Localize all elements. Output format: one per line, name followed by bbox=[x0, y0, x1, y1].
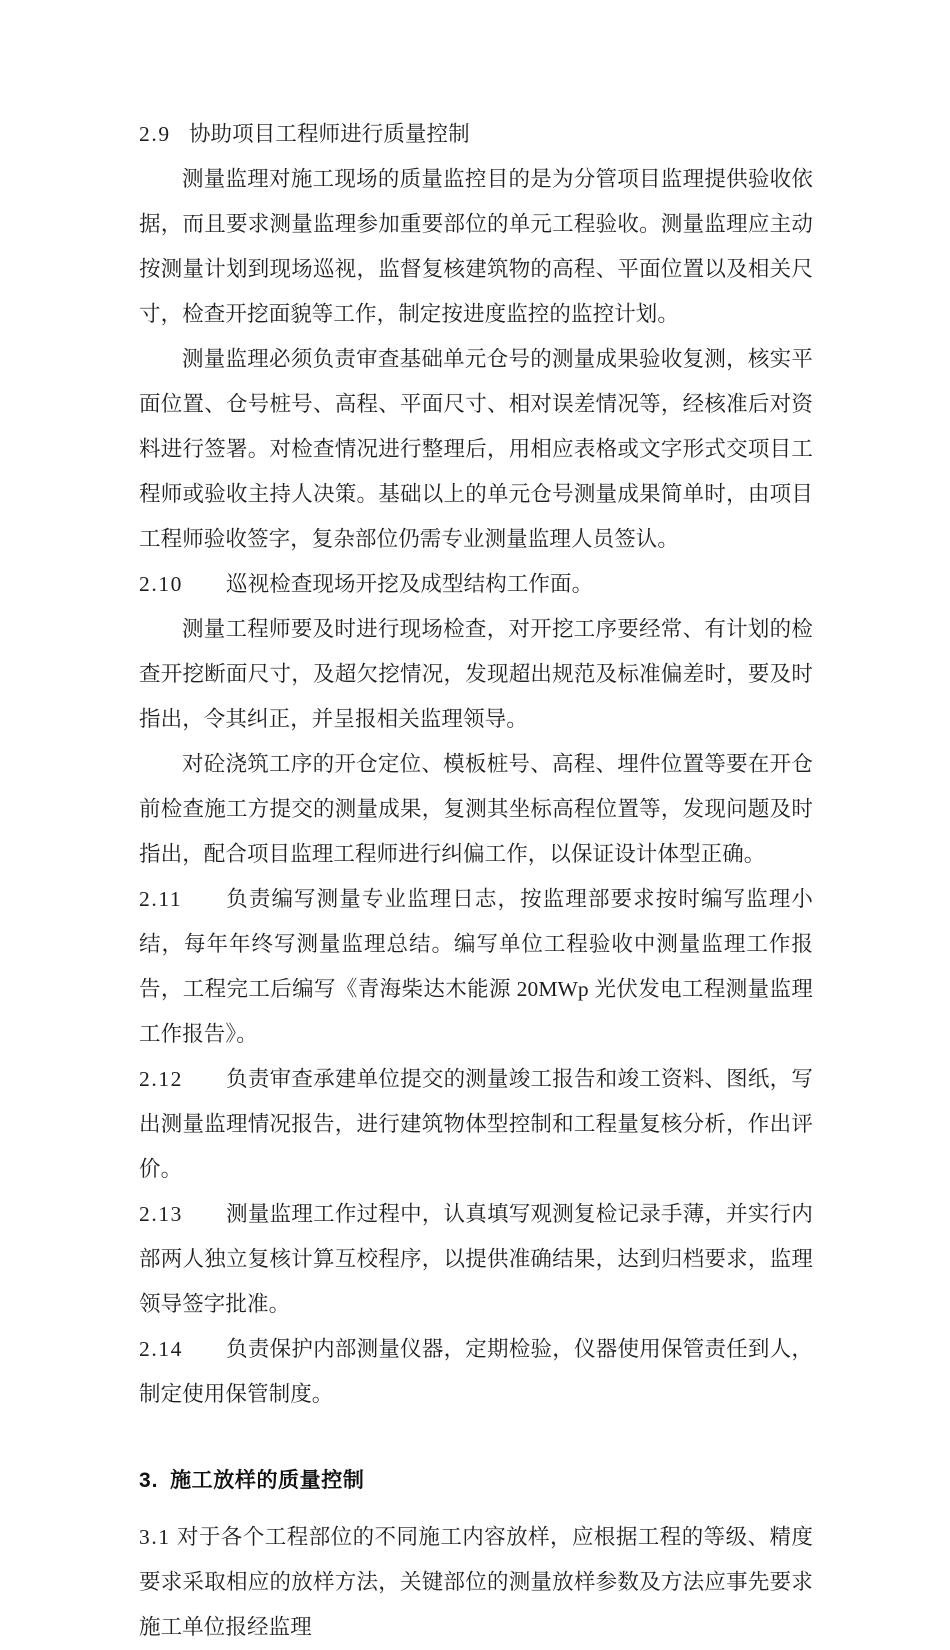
section-title: 施工放样的质量控制 bbox=[170, 1469, 365, 1492]
clause-number: 2.13 bbox=[139, 1202, 184, 1226]
spacer-after-section-heading bbox=[139, 1503, 813, 1515]
clause-number: 2.12 bbox=[139, 1067, 184, 1091]
clause-2-11 bbox=[139, 877, 813, 1057]
clause-2-9 bbox=[139, 112, 813, 157]
clause-text: 协助项目工程师进行质量控制 bbox=[188, 122, 470, 146]
document-body bbox=[139, 112, 813, 1650]
clause-3-1 bbox=[139, 1515, 813, 1650]
paragraph-2-9-1: 测量监理对施工现场的质量监控目的是为分管项目监理提供验收依据，而且要求测量监理参加重要部位的单元工程验收。测量监理应主动按测量计划到现场巡视，监督复核建筑物的高程、平面位置以及相关尺寸，检查开挖面貌等工作，制定按进度监控的监控计划。 bbox=[139, 167, 813, 326]
clause-text: 负责保护内部测量仪器，定期检验，仪器使用保管责任到人，制定使用保管制度。 bbox=[139, 1337, 813, 1406]
clause-number: 2.11 bbox=[139, 887, 183, 911]
clause-number: 2.10 bbox=[139, 572, 184, 596]
clause-2-10 bbox=[139, 562, 813, 607]
clause-number: 2.9 bbox=[139, 122, 171, 146]
section-heading-3 bbox=[139, 1458, 813, 1503]
clause-2-13 bbox=[139, 1192, 813, 1327]
clause-text: 对于各个工程部位的不同施工内容放样，应根据工程的等级、精度要求采取相应的放样方法，关键部位的测量放样参数及方法应事先要求施工单位报经监理 bbox=[139, 1525, 813, 1639]
clause-2-12 bbox=[139, 1057, 813, 1192]
spacer-before-section-heading bbox=[139, 1417, 813, 1458]
clause-text: 负责编写测量专业监理日志，按监理部要求按时编写监理小结，每年年终写测量监理总结。编写单位工程验收中测量监理工作报告，工程完工后编写《青海柴达木能源 20MWp 光伏发电工程测量监理工作报告》。 bbox=[139, 887, 813, 1046]
clause-number: 2.14 bbox=[139, 1337, 184, 1361]
clause-text: 巡视检查现场开挖及成型结构工作面。 bbox=[226, 572, 594, 596]
clause-2-14 bbox=[139, 1327, 813, 1417]
section-number: 3. bbox=[139, 1469, 159, 1492]
clause-text: 负责审查承建单位提交的测量竣工报告和竣工资料、图纸，写出测量监理情况报告，进行建筑物体型控制和工程量复核分析，作出评价。 bbox=[139, 1067, 813, 1181]
paragraph-2-9-2: 测量监理必须负责审查基础单元仓号的测量成果验收复测，核实平面位置、仓号桩号、高程、平面尺寸、相对误差情况等，经核准后对资料进行签署。对检查情况进行整理后，用相应表格或文字形式交项目工程师或验收主持人决策。基础以上的单元仓号测量成果简单时，由项目工程师验收签字，复杂部位仍需专业测量监理人员签认。 bbox=[139, 347, 813, 551]
paragraph-2-10-1: 测量工程师要及时进行现场检查，对开挖工序要经常、有计划的检查开挖断面尺寸，及超欠挖情况，发现超出规范及标准偏差时，要及时指出，令其纠正，并呈报相关监理领导。 bbox=[139, 617, 813, 731]
clause-text: 测量监理工作过程中，认真填写观测复检记录手薄，并实行内部两人独立复核计算互校程序，以提供准确结果，达到归档要求，监理领导签字批准。 bbox=[139, 1202, 813, 1316]
clause-number: 3.1 bbox=[139, 1525, 171, 1549]
paragraph-2-10-2: 对砼浇筑工序的开仓定位、模板桩号、高程、埋件位置等要在开仓前检查施工方提交的测量成果，复测其坐标高程位置等，发现问题及时指出，配合项目监理工程师进行纠偏工作，以保证设计体型正确。 bbox=[139, 752, 813, 866]
